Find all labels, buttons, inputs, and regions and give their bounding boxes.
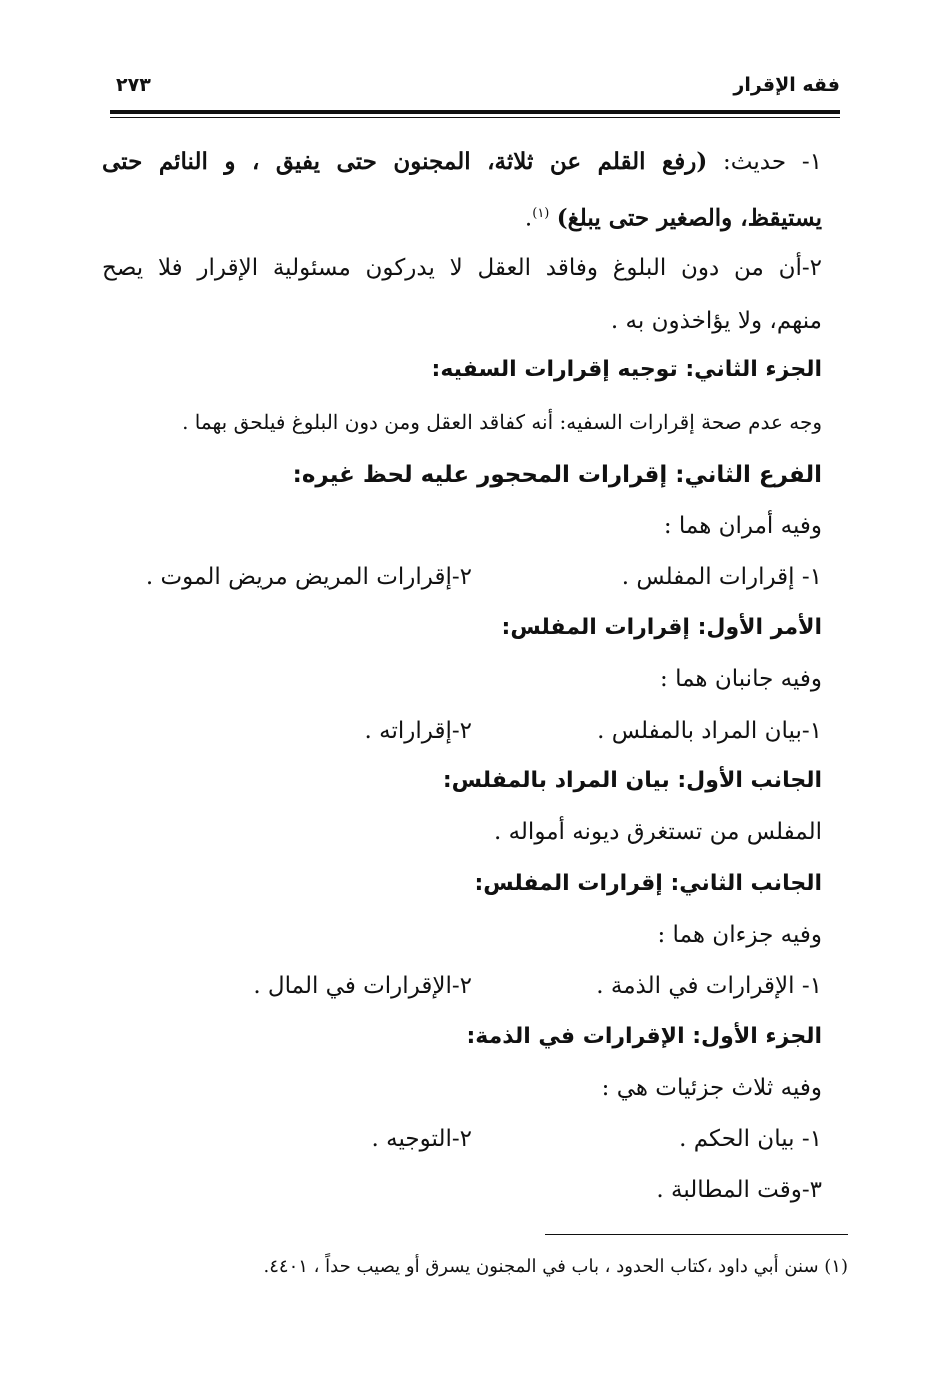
list-4-item-3: ٣-وقت المطالبة . [656,1177,822,1203]
intro-two-sides: وفيه جانبان هما : [660,666,822,692]
list-1-item-2: ٢-إقرارات المريض مريض الموت . [145,564,472,590]
list-2-item-1: ١-بيان المراد بالمفلس . [597,718,822,744]
heading-matter-1: الأمر الأول: إقرارات المفلس: [501,615,822,640]
hadith-text-end: يستيقظ، والصغير حتى يبلغ) [556,204,822,232]
intro-three-items: وفيه ثلاث جزئيات هي : [601,1075,822,1101]
paragraph-1-line-1 [102,142,822,182]
list-1-item-1: ١- إقرارات المفلس . [621,564,822,590]
paragraph-3: وجه عدم صحة إقرارات السفيه: أنه كفاقد العقل ومن دون البلوغ فيلحق بهما . [182,410,822,434]
footnote-rule [545,1234,848,1235]
heading-part-2: الجزء الثاني: توجيه إقرارات السفيه: [431,357,822,382]
page-header [110,72,840,112]
paragraph-1-line-2 [102,194,822,239]
header-rule [110,110,840,114]
hadith-text: (رفع القلم عن ثلاثة، المجنون حتى يفيق ، و النائم حتى [102,148,708,175]
paragraph-2-line-1: ٢-أن من دون البلوغ وفاقد العقل لا يدركون مسئولية الإقرار فلا يصح [102,255,822,281]
paragraph-2-line-2: منهم، ولا يؤاخذون به . [610,308,822,334]
page-number: ٢٧٣ [116,74,151,96]
header-rule-thin [110,117,840,118]
footnote-ref: (١) [532,206,550,221]
heading-branch-2: الفرع الثاني: إقرارات المحجور عليه لحظ غيره: [292,462,822,488]
intro-two-parts: وفيه جزءان هما : [657,922,822,948]
muflis-definition: المفلس من تستغرق ديونه أمواله . [493,819,822,845]
intro-two-matters: وفيه أمران هما : [663,513,822,539]
heading-part-1: الجزء الأول: الإقرارات في الذمة: [466,1024,822,1049]
footnote: (١) سنن أبي داود ،كتاب الحدود ، باب في المجنون يسرق أو يصيب حداً ، ٤٤٠١. [263,1256,848,1277]
list-3-item-1: ١- الإقرارات في الذمة . [596,973,822,999]
heading-side-2: الجانب الثاني: إقرارات المفلس: [474,871,822,896]
list-2-item-2: ٢-إقراراته . [364,718,472,744]
list-3-item-2: ٢-الإقرارات في المال . [253,973,472,999]
period: . [524,205,533,232]
header-title: فقه الإقرار [733,74,840,96]
list-4-item-1: ١- بيان الحكم . [679,1126,822,1152]
hadith-label: ١- حديث: [707,149,823,175]
heading-side-1: الجانب الأول: بيان المراد بالمفلس: [442,768,822,793]
list-4-item-2: ٢-التوجيه . [371,1126,472,1152]
